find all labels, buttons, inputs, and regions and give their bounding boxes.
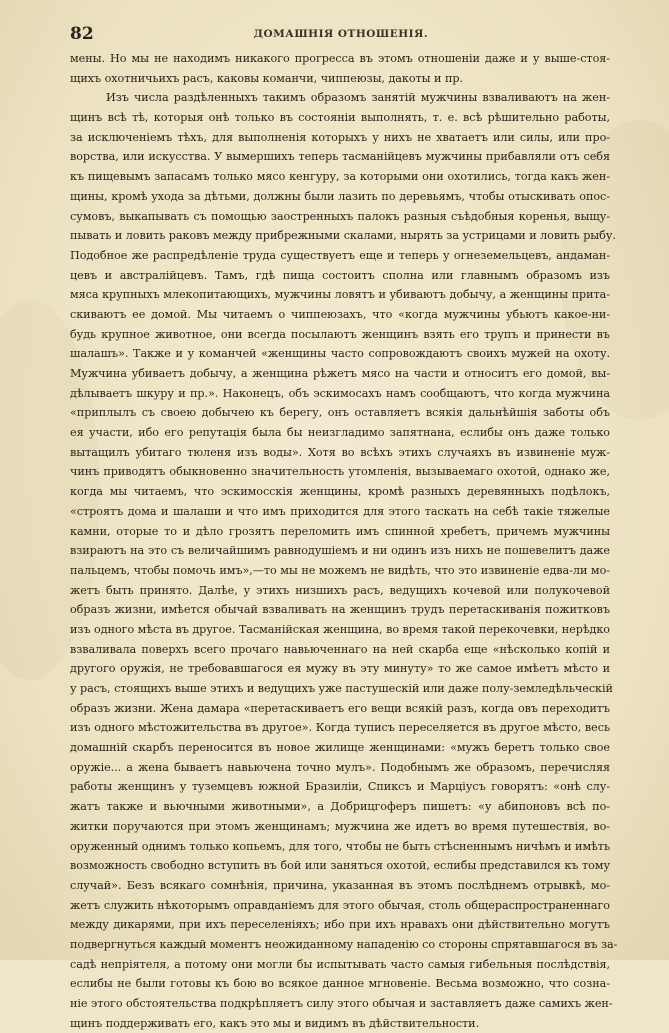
text-line: изъ одного мѣста въ другое. Тасманійская женщина, во время такой перекочевки, нерѣдко: [70, 622, 610, 636]
text-line: домашній скарбъ переносится въ новое жилище женщинами: «мужъ беретъ только свое: [70, 741, 610, 755]
text-line: къ пищевымъ запасамъ только мясо кенгуру, за которыми они охотились, тогда какъ жен-: [70, 170, 610, 184]
text-line: пывать и ловить раковъ между прибрежными скалами, нырять за устрицами и ловить рыбу.: [70, 229, 616, 243]
text-line: взваливала поверхъ всего прочаго навьюченнаго на ней скарба еще «нѣсколько копій и: [70, 642, 610, 656]
text-line: щинъ поддерживать его, какъ это мы и видимъ въ дѣйствительности.: [70, 1016, 480, 1030]
text-line: ворства, или искусства. У вымершихъ теперь тасманійцевъ мужчины прибавляли отъ себя: [70, 150, 610, 164]
text-line: между дикарями, при ихъ переселеніяхъ; ибо при ихъ нравахъ они дѣйствительно могутъ: [70, 918, 610, 932]
text-line: жетъ быть принято. Далѣе, у этихъ низшихъ расъ, ведущихъ кочевой или полукочевой: [70, 583, 610, 597]
text-line: оружіе... а жена бываетъ навьючена точно мулъ». Подобнымъ же образомъ, перечисляя: [70, 760, 610, 774]
text-line: образъ жизни, имѣется обычай взваливать на женщинъ трудъ перетаскиванія пожитковъ: [70, 603, 610, 617]
text-line: жатъ также и вьючными животными», а Добрицгоферъ пишетъ: «у абипоновъ всѣ по-: [70, 800, 610, 814]
text-line: шалашъ». Также и у команчей «женщины часто сопровождаютъ своихъ мужей на охоту.: [70, 347, 610, 361]
body-text: [70, 49, 618, 1033]
text-line: подвергнуться каждый моментъ неожиданному нападенію со стороны спрятавшагося въ за-: [70, 937, 618, 951]
text-line: мены. Но мы не находимъ никакого прогресса въ этомъ отношеніи даже и у выше-стоя-: [70, 52, 610, 65]
text-line: другого оружія, не требовавшагося ея мужу въ эту минуту» то же самое имѣетъ мѣсто и: [70, 662, 610, 676]
text-line: цевъ и австралійцевъ. Тамъ, гдѣ пища состоитъ сполна или главнымъ образомъ изъ: [70, 268, 610, 282]
text-line: будь крупное животное, они всегда посылаютъ женщинъ взять его трупъ и принести въ: [70, 327, 610, 341]
text-line: у расъ, стоящихъ выше этихъ и ведущихъ уже пастушескій или даже полу-земледѣльческій: [70, 682, 613, 695]
text-line: дѣлываетъ шкуру и пр.». Наконецъ, объ эскимосахъ намъ сообщаютъ, что когда мужчина: [70, 386, 610, 400]
text-line: щинъ всѣ тѣ, которыя онѣ только въ состояніи выполнять, т. е. всѣ рѣшительно работы,: [70, 111, 610, 125]
text-line: образъ жизни. Жена дамара «перетаскиваетъ его вещи всякій разъ, когда овъ переходитъ: [70, 701, 610, 715]
text-line: работы женщинъ у туземцевъ южной Бразиліи, Спиксъ и Марціусъ говорятъ: «онѣ слу-: [70, 780, 610, 794]
text-line: взираютъ на это съ величайшимъ равнодушіемъ и ни одинъ изъ нихъ не пошевелитъ даже: [70, 544, 610, 558]
text-line: мяса крупныхъ млекопитающихъ, мужчины ловятъ и убиваютъ добычу, а женщины прита-: [70, 288, 610, 302]
running-title: ДОМАШНІЯ ОТНОШЕНІЯ.: [253, 28, 428, 40]
text-line: щины, кромѣ ухода за дѣтьми, должны были лазить по деревьямъ, чтобы отыскивать опос-: [70, 189, 610, 203]
page-number: 82: [70, 24, 94, 44]
text-line: еслибы не были готовы къ бою во всякое данное мгновеніе. Весьма возможно, что созна-: [70, 977, 610, 991]
text-line: вытащилъ убитаго тюленя изъ воды». Хотя во всѣхъ этихъ случаяхъ въ извиненіе муж-: [70, 445, 610, 459]
text-line: изъ одного мѣстожительства въ другое». Когда туписъ переселяется въ другое мѣсто, весь: [70, 721, 610, 735]
text-line: щихъ охотничьихъ расъ, каковы команчи, чиппеюзы, дакоты и пр.: [70, 71, 463, 85]
text-line: Подобное же распредѣленіе труда существуетъ еще и теперь у огнеземельцевъ, андаман-: [70, 248, 610, 262]
text-line: «строятъ дома и шалаши и что имъ приходится для этого таскать на себѣ такіе тяжелые: [70, 504, 610, 518]
text-line: «приплылъ съ своею добычею къ берегу, онъ оставляетъ всякія дальнѣйшія заботы объ: [70, 406, 610, 420]
page-header: [70, 22, 613, 46]
text-line: жетъ служить нѣкоторымъ оправданіемъ для этого обычая, столь общераспространеннаго: [70, 898, 610, 912]
text-line: пальцемъ, чтобы помочь имъ»,—то мы не можемъ не видѣть, что это извиненіе едва-ли мо-: [70, 563, 610, 577]
text-line: за исключеніемъ тѣхъ, для выполненія которыхъ у нихъ не хватаетъ или силы, или про-: [70, 130, 610, 144]
text-line: оруженный однимъ только копьемъ, для того, чтобы не быть стѣсненнымъ ничѣмъ и имѣть: [70, 839, 610, 853]
text-line: возможность свободно вступить въ бой или заняться охотой, еслибы представился къ тому: [70, 859, 610, 873]
text-line: ея участи, ибо его репутація была бы неизгладимо запятнана, еслибы онъ даже только: [70, 426, 610, 440]
text-line: чинъ приводятъ обыкновенно значительность утомленія, вызываемаго охотой, однако же,: [70, 465, 610, 479]
text-line: сумовъ, выкапывать съ помощью заостренныхъ палокъ разныя съѣдобныя коренья, выщу-: [70, 209, 610, 223]
text-line: ніе этого обстоятельства подкрѣпляетъ силу этого обычая и заставляетъ даже самихъ жен-: [70, 997, 613, 1010]
text-line: случай». Безъ всякаго сомнѣнія, причина, указанная въ этомъ послѣднемъ отрывкѣ, мо-: [70, 878, 610, 892]
text-line: камни, оторые то и дѣло грозятъ переломить имъ спинной хребетъ, причемъ мужчины: [70, 524, 610, 538]
text-line: Мужчина убиваетъ добычу, а женщина рѣжетъ мясо на части и относитъ его домой, вы-: [70, 367, 610, 380]
text-line: Изъ числа раздѣленныхъ такимъ образомъ занятій мужчины взваливаютъ на жен-: [106, 91, 610, 105]
text-line: садѣ непріятеля, а потому они могли бы испытывать часто самыя гибельныя послѣдствія,: [70, 957, 610, 971]
text-line: когда мы читаемъ, что эскимосскія женщины, кромѣ разныхъ деревянныхъ подѣлокъ,: [70, 485, 610, 499]
text-line: скиваютъ ее домой. Мы читаемъ о чиппеюзахъ, что «когда мужчины убьютъ какое-ни-: [70, 307, 610, 321]
text-line: житки поручаются при этомъ женщинамъ; мужчина же идетъ во время путешествія, во-: [70, 819, 610, 833]
